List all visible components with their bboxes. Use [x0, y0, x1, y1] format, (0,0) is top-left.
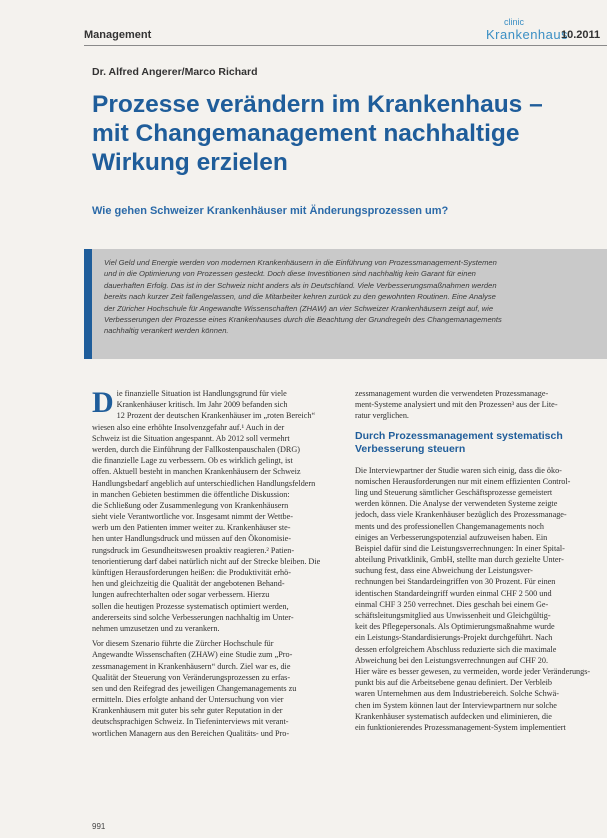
- logo-main-text: Krankenhaus: [486, 27, 569, 42]
- body-line: Handlungsbedarf angeblich auf unterschiedlichen Handlungsfeldern: [92, 478, 316, 488]
- body-line: werden können. Die Analyse der verwendeten Systeme zeigte: [355, 499, 558, 509]
- body-line: wortlichen Managern aus den Bereichen Qualitäts- und Pro-: [92, 728, 290, 738]
- right-paragraph: [355, 465, 607, 734]
- abstract-line: nachhaltig verankert werden können.: [104, 326, 229, 336]
- body-line: offen. Aktuell besteht in manchen Krankenhäusern der Schweiz: [92, 467, 301, 477]
- article-subtitle: Wie gehen Schweizer Krankenhäuser mit Änderungsprozessen um?: [92, 205, 449, 217]
- authors: Dr. Alfred Angerer/Marco Richard: [92, 66, 258, 78]
- body-line: hen und gleichzeitig die Qualität der angebotenen Behand-: [92, 579, 285, 589]
- section-heading-line: Verbesserung steuern: [355, 442, 466, 455]
- title-line: Prozesse verändern im Krankenhaus –: [92, 91, 543, 118]
- body-line: wiesen also eine erhöhte Insolvenzgefahr auf.¹ Auch in der: [92, 422, 285, 432]
- left-paragraph-1: [92, 422, 342, 635]
- abstract-line: und in die Optimierung von Prozessen gesteckt. Doch diese Investitionen sind nachhaltig kein Garant für einen: [104, 269, 476, 279]
- body-line: Angewandte Wissenschaften (ZHAW) eine Studie zum „Pro-: [92, 650, 293, 660]
- section-heading-line: Durch Prozessmanagement systematisch: [355, 429, 563, 442]
- body-line: rechnungen bei Standardeingriffen von 30 Prozent. Für einen: [355, 577, 556, 587]
- body-line: ermitteln. Dies erfolgte anhand der Untersuchung von vier: [92, 695, 284, 705]
- body-line: ie finanzielle Situation ist Handlungsgrund für viele: [116, 389, 287, 398]
- abstract-accent-stripe: [84, 249, 92, 359]
- abstract-line: Verbesserungen der Prozesse eines Krankenhauses durch die Beachtung der Grundregeln des Changemanagements: [104, 315, 502, 325]
- body-line: die finanzielle Lage zu verbessern. Ob es wirklich gelingt, ist: [92, 456, 293, 466]
- body-line: Krankenhäuser kritisch. Im Jahr 2009 befanden sich: [116, 400, 288, 410]
- page-number: 991: [92, 822, 106, 831]
- body-line: werb um den Patienten immer weiter zu. Krankenhäuser ste-: [92, 523, 291, 533]
- body-line: werden, durch die Einführung der Fallkostenpauschalen (DRG): [92, 444, 301, 454]
- running-header: [84, 17, 607, 46]
- body-line: dessen erfolgreichem Abschluss reduzierte sich die maximale: [355, 644, 557, 654]
- body-line: Krankenhäusern mit guter bis sehr guter Reputation in der: [92, 706, 283, 716]
- body-line: waren Unternehmen aus dem Industriebereich. Solche Schwä-: [355, 689, 559, 699]
- body-line: einmal CHF 3 250 verrechnet. Dies geschah bei einem Ge-: [355, 599, 549, 609]
- abstract-line: dauerhaften Erfolg. Das ist in der Schweiz nicht anders als in Deutschland. Viele Verbesserungsmaßnahmen werden: [104, 280, 497, 290]
- body-line: lungen aufrechterhalten oder sogar verbessern. Hierzu: [92, 590, 270, 600]
- abstract-text: [104, 257, 604, 337]
- body-line: sieht viele Verantwortliche vor. Insgesamt nimmt der Wettbe-: [92, 512, 293, 522]
- issue-date: 10.2011: [561, 29, 601, 41]
- drop-cap: D: [92, 386, 114, 419]
- body-line: zessmanagement in Krankenhäusern“ durch. Ziel war es, die: [92, 661, 291, 671]
- body-line: deutschsprachigen Schweiz. In Tiefeninterviews mit verant-: [92, 717, 289, 727]
- abstract-line: bereits nach kurzer Zeit fallengelassen, und die Mitarbeiter kehren zurück zu den gewohnten Routinen. Eine Analyse: [104, 292, 496, 302]
- body-line: Vor diesem Szenario führte die Zürcher Hochschule für: [92, 639, 274, 649]
- body-line: sen und den Reifegrad des jeweiligen Changemanagements zu: [92, 683, 297, 693]
- left-paragraph-2: [92, 638, 342, 739]
- body-line: zessmanagement wurden die verwendeten Prozessmanage-: [355, 389, 549, 398]
- body-line: chen im System können laut der Interviewpartnern nur solche: [355, 700, 557, 710]
- body-line: ratur verglichen.: [355, 411, 409, 421]
- body-line: die Schließung oder Zusammenlegung von Krankenhäusern: [92, 500, 289, 510]
- section-label: Management: [84, 29, 152, 41]
- body-line: keit des Pflegepersonals. Als Optimierungsmaßnahme wurde: [355, 622, 555, 632]
- article-title: [92, 90, 607, 177]
- body-column-right: [355, 388, 607, 733]
- body-line: rungsdruck im Gesundheitswesen proaktiv reagieren.² Patien-: [92, 545, 295, 555]
- right-intro: [355, 388, 607, 422]
- body-line: abteilung Privatklinik, GmbH, stellte man durch gezielte Unter-: [355, 555, 564, 565]
- logo-top-text: clinic: [504, 17, 525, 27]
- abstract-line: Viel Geld und Energie werden von modernen Krankenhäusern in die Einführung von Prozessmanagement-Systemen: [104, 258, 497, 267]
- body-line: Abweichung bei den Leistungsverrechnungen auf CHF 20.: [355, 655, 549, 665]
- body-line: punkt bis auf die Arbeitsebene genau definiert. Der Verbleib: [355, 678, 552, 688]
- body-line: schäftsleitungsmitglied aus Unwissenheit und Gleichgültig-: [355, 611, 551, 620]
- body-line: sollen die heutigen Prozesse systematisch optimiert werden,: [92, 601, 289, 611]
- body-line: in manchen Gebieten bestimmen die öffentliche Diskussion:: [92, 489, 290, 499]
- body-line: künftigen Herausforderungen heißen: die Produktivität erhö-: [92, 568, 291, 577]
- body-line: identischen Standardeingriff wurden einmal CHF 2 500 und: [355, 588, 552, 598]
- body-line: ein Leistungs-Standardisierungs-Projekt durchgeführt. Nach: [355, 633, 553, 643]
- body-line: ling und Steuerung sämtlicher Geschäftsprozesse gemeistert: [355, 487, 553, 497]
- body-line: hen unter Handlungsdruck und müssen auf den Ökonomisie-: [92, 534, 291, 544]
- body-line: einiges an Verbesserungspotenzial aufzuweisen haben. Ein: [355, 532, 548, 542]
- body-line: Qualität der Steuerung von Veränderungsprozessen zu erfas-: [92, 672, 291, 682]
- body-line: ments und des professionellen Changemanagements noch: [355, 521, 544, 531]
- title-line: Wirkung erzielen: [92, 149, 288, 176]
- body-line: suchung fest, dass eine Abweichung der Leistungsver-: [355, 566, 533, 576]
- body-column-left: [92, 388, 342, 739]
- title-line: mit Changemanagement nachhaltige: [92, 120, 520, 147]
- body-line: tenorientierung darf dabei natürlich nicht auf der Strecke bleiben. Die: [92, 556, 321, 566]
- body-line: Schweiz ist die Situation angespannt. Ab 2012 soll vermehrt: [92, 433, 290, 443]
- body-line: Krankenhäuser systematisch aufdecken und eliminieren, die: [355, 711, 552, 721]
- body-line: nehmen umzusetzen und zu verankern.: [92, 623, 220, 633]
- body-line: Die Interviewpartner der Studie waren sich einig, dass die öko-: [355, 465, 562, 475]
- section-heading: [355, 430, 607, 456]
- body-line: Beispiel dafür sind die Leistungsverrechnungen: In einer Spital-: [355, 543, 565, 553]
- abstract-box: [84, 249, 607, 359]
- body-line: ein funktionierendes Prozessmanagement-System implementiert: [355, 722, 566, 732]
- body-line: Hier wäre es besser gewesen, zu vermeiden, worde jeder Veränderungs-: [355, 666, 591, 676]
- body-line: 12 Prozent der deutschen Krankenhäuser im „roten Bereich“: [116, 411, 316, 421]
- body-line: nomischen Herausforderungen nur mit einem effizienten Control-: [355, 476, 571, 486]
- abstract-line: der Züricher Hochschule für Angewandte Wissenschaften (ZHAW) an vier Schweizer Krankenhäusern zeigt auf, wie: [104, 303, 494, 313]
- body-line: andererseits sind solche Verbesserungen nachhaltig im Unter-: [92, 612, 294, 622]
- body-line: jedoch, dass viele Krankenhäuser bezüglich des Prozessmanage-: [355, 510, 567, 520]
- body-line: ment-Systeme analysiert und mit den Prozessen³ aus der Lite-: [355, 400, 558, 410]
